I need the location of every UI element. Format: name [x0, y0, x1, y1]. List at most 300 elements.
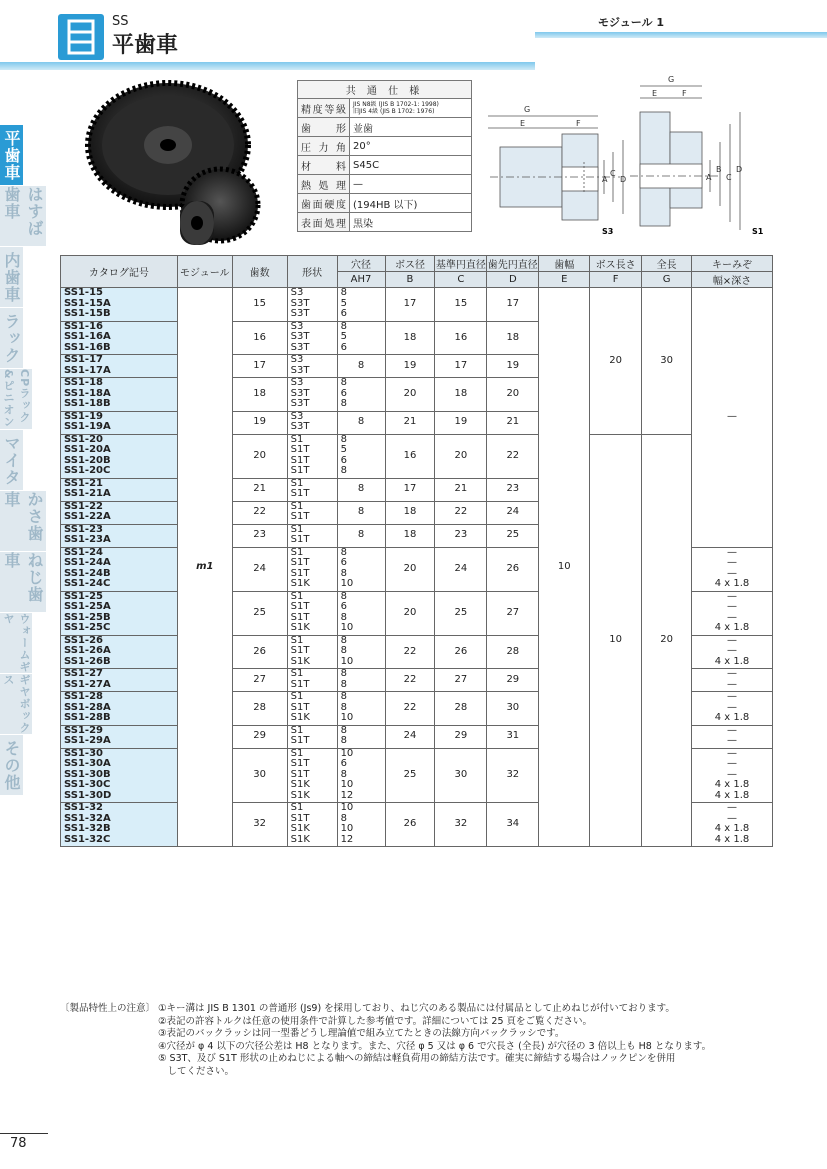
- pitch-diameter: 27: [435, 669, 487, 692]
- keyway-value: 4 x 1.8: [714, 712, 750, 723]
- catalog-cell: [61, 355, 178, 378]
- tab-category[interactable]: はすば歯車: [0, 186, 46, 247]
- catalog-code: SS1-28: [64, 691, 103, 702]
- shape-value: S1K: [290, 823, 310, 834]
- catalog-code: SS1-32: [64, 802, 103, 813]
- shape-value: S3: [290, 320, 304, 332]
- note-line: ③表記のバックラッシは同一型番どうし理論値で組み立てたときの法線方向バックラッシです。: [158, 1028, 565, 1039]
- tab-category[interactable]: CPラック&ピニオン: [0, 369, 32, 430]
- bore-value: 8: [340, 287, 347, 298]
- dim-label-d: D: [736, 165, 743, 174]
- bore-cell: [337, 725, 385, 748]
- boss-diameter: 18: [385, 321, 435, 355]
- col-face: 歯幅: [539, 256, 590, 272]
- spec-value: 20°: [350, 137, 472, 156]
- bore-value: 8: [340, 735, 347, 746]
- catalog-code: SS1-20: [64, 433, 103, 445]
- shape-cell: [287, 725, 337, 748]
- shape-value: S1T: [290, 601, 310, 612]
- catalog-code: SS1-32B: [64, 823, 111, 834]
- catalog-code: SS1-29: [64, 724, 103, 736]
- catalog-cell: [61, 725, 178, 748]
- keyway-cell: [692, 635, 773, 669]
- col-boss: ボス径: [385, 256, 435, 272]
- pitch-diameter: 29: [435, 725, 487, 748]
- note-line: ④穴径が φ 4 以下の穴径公差は H8 となります。また、穴径 φ 5 又は φ 6 で穴長さ (全長) が穴径の 3 倍以上も H8 となります。: [158, 1040, 712, 1052]
- bore-value: 10: [340, 823, 354, 834]
- catalog-code: SS1-26: [64, 634, 103, 646]
- keyway-value: —: [727, 590, 738, 602]
- catalog-code: SS1-15: [64, 287, 103, 298]
- catalog-cell: [61, 411, 178, 434]
- bore-cell: [337, 669, 385, 692]
- shape-value: S1: [290, 724, 304, 736]
- shape-cell: [287, 635, 337, 669]
- shape-cell: [287, 692, 337, 726]
- shape-value: S1T: [290, 454, 310, 466]
- shape-value: S3T: [290, 387, 310, 399]
- bore-value: 8: [340, 768, 347, 780]
- bore-value: 6: [340, 454, 347, 466]
- keyway-cell: [692, 692, 773, 726]
- pitch-diameter: 15: [435, 288, 487, 322]
- bore-cell: [337, 692, 385, 726]
- shape-value: S1K: [290, 655, 310, 667]
- teeth-value: 19: [232, 411, 287, 434]
- shape-value: S1T: [290, 611, 310, 623]
- teeth-value: 18: [232, 378, 287, 412]
- spec-value: 黒染: [350, 213, 472, 232]
- shape-value: S1: [290, 477, 304, 489]
- shape-value: S3: [290, 354, 304, 365]
- catalog-cell: [61, 547, 178, 591]
- boss-diameter: 20: [385, 378, 435, 412]
- bore-value: 8: [340, 668, 347, 679]
- shape-value: S1K: [290, 712, 310, 723]
- bore-cell: [337, 434, 385, 478]
- boss-diameter: 19: [385, 355, 435, 378]
- keyway-value: —: [727, 678, 738, 690]
- shape-cell: [287, 434, 337, 478]
- product-table: [60, 255, 773, 847]
- shape-value: S1T: [290, 557, 310, 568]
- catalog-cell: [61, 635, 178, 669]
- spec-label: 熱処理: [298, 175, 350, 194]
- bore-value: 8: [337, 411, 385, 434]
- outer-diameter: 21: [487, 411, 539, 434]
- catalog-code: SS1-29A: [64, 735, 111, 746]
- bore-value: 12: [340, 789, 354, 801]
- spec-label: 表面処理: [298, 213, 350, 232]
- pitch-diameter: 18: [435, 378, 487, 412]
- bore-value: 8: [340, 724, 347, 736]
- pitch-diameter: 17: [435, 355, 487, 378]
- pitch-diameter: 26: [435, 635, 487, 669]
- col-outer-sub: D: [487, 272, 539, 288]
- keyway-value: —: [727, 735, 738, 746]
- catalog-code: SS1-19: [64, 410, 103, 422]
- shape-value: S1: [290, 523, 304, 535]
- catalog-code: SS1-22: [64, 500, 103, 512]
- catalog-code: SS1-30A: [64, 758, 111, 769]
- catalog-code: SS1-22A: [64, 511, 111, 522]
- bore-value: 8: [340, 611, 347, 623]
- shape-cell: [287, 669, 337, 692]
- bore-value: 8: [340, 645, 347, 656]
- boss-diameter: 20: [385, 547, 435, 591]
- bore-value: 8: [340, 691, 347, 702]
- tab-category[interactable]: ねじ歯車: [0, 552, 46, 613]
- bore-value: 8: [340, 465, 347, 476]
- shape-value: S1T: [290, 488, 310, 499]
- keyway-value: 4 x 1.8: [714, 833, 750, 845]
- pitch-diameter: 24: [435, 547, 487, 591]
- boss-diameter: 25: [385, 748, 435, 803]
- tab-category[interactable]: かさ歯車: [0, 491, 46, 552]
- bore-value: 8: [337, 355, 385, 378]
- outer-diameter: 27: [487, 591, 539, 635]
- pitch-diameter: 25: [435, 591, 487, 635]
- shape-cell: [287, 803, 337, 847]
- catalog-code: SS1-16B: [64, 341, 111, 353]
- shape-cell: [287, 378, 337, 412]
- shape-cell: [287, 411, 337, 434]
- keyway-value: —: [727, 611, 738, 623]
- shape-cell: [287, 748, 337, 803]
- keyway-value: —: [727, 557, 738, 568]
- dim-label-f: F: [682, 89, 687, 98]
- teeth-value: 24: [232, 547, 287, 591]
- shape-value: S1T: [290, 758, 310, 769]
- col-catalog: カタログ記号: [61, 256, 178, 288]
- dim-label-c: C: [726, 173, 732, 182]
- shape-value: S1T: [290, 534, 310, 545]
- boss-diameter: 18: [385, 524, 435, 547]
- keyway-value: —: [727, 546, 738, 558]
- shape-cell: [287, 591, 337, 635]
- tab-category[interactable]: ラック: [0, 308, 23, 369]
- outer-diameter: 17: [487, 288, 539, 322]
- pitch-diameter: 21: [435, 478, 487, 501]
- catalog-cell: [61, 288, 178, 322]
- dim-label-a: A: [602, 175, 608, 184]
- shape-value: S1K: [290, 789, 310, 801]
- catalog-cell: [61, 378, 178, 412]
- shape-cell: [287, 321, 337, 355]
- catalog-code: SS1-20C: [64, 465, 111, 476]
- catalog-cell: [61, 321, 178, 355]
- shape-value: S3: [290, 377, 304, 388]
- col-pitch: 基準円直径: [435, 256, 487, 272]
- keyway-cell: [692, 748, 773, 803]
- shape-value: S3T: [290, 308, 310, 319]
- bore-cell: [337, 591, 385, 635]
- teeth-value: 32: [232, 803, 287, 847]
- spec-label: 材料: [298, 156, 350, 175]
- tab-category[interactable]: 内歯車: [0, 247, 23, 308]
- pitch-diameter: 28: [435, 692, 487, 726]
- bore-value: 8: [340, 320, 347, 332]
- catalog-code: SS1-26A: [64, 645, 111, 656]
- series-code: SS: [112, 14, 129, 29]
- note-line: ⑤ S3T、及び S1T 形状の止めねじによる軸への締結は軽負荷用の締結方法です。確実に締結する場合はノックピンを併用: [158, 1053, 676, 1064]
- shape-value: S1K: [290, 779, 310, 790]
- outer-diameter: 23: [487, 478, 539, 501]
- pitch-diameter: 30: [435, 748, 487, 803]
- outer-diameter: 28: [487, 635, 539, 669]
- boss-diameter: 22: [385, 635, 435, 669]
- outer-diameter: 34: [487, 803, 539, 847]
- outer-diameter: 26: [487, 547, 539, 591]
- page-title: 平歯車: [112, 33, 179, 58]
- keyway-value: —: [727, 747, 738, 759]
- catalog-code: SS1-24A: [64, 557, 111, 568]
- shape-value: S1T: [290, 735, 310, 746]
- shape-cell: [287, 524, 337, 547]
- keyway-value: —: [727, 691, 738, 702]
- bore-value: 8: [340, 433, 347, 445]
- teeth-value: 29: [232, 725, 287, 748]
- catalog-code: SS1-20A: [64, 444, 111, 455]
- catalog-code: SS1-16A: [64, 331, 111, 342]
- keyway-cell: [692, 669, 773, 692]
- spec-label: 圧力角: [298, 137, 350, 156]
- common-spec-table: [297, 80, 472, 232]
- bore-value: 10: [340, 779, 354, 790]
- boss-diameter: 22: [385, 692, 435, 726]
- shape-value: S1T: [290, 567, 310, 579]
- keyway-value: 4 x 1.8: [714, 823, 750, 834]
- pitch-diameter: 32: [435, 803, 487, 847]
- catalog-code: SS1-27: [64, 668, 103, 679]
- catalog-code: SS1-25: [64, 590, 103, 602]
- shape-value: S3T: [290, 297, 310, 309]
- shape-value: S1T: [290, 511, 310, 522]
- bore-value: 8: [340, 590, 347, 602]
- shape-label-s1: S1: [752, 227, 764, 236]
- product-notes: [60, 1003, 780, 1078]
- bore-value: 8: [337, 478, 385, 501]
- shape-value: S1T: [290, 701, 310, 713]
- bore-value: 8: [340, 546, 347, 558]
- boss-diameter: 22: [385, 669, 435, 692]
- outer-diameter: 18: [487, 321, 539, 355]
- tab-category[interactable]: マイタ: [0, 430, 23, 491]
- outer-diameter: 20: [487, 378, 539, 412]
- shape-value: S1: [290, 590, 304, 602]
- shape-cell: [287, 501, 337, 524]
- outer-diameter: 24: [487, 501, 539, 524]
- boss-diameter: 16: [385, 434, 435, 478]
- col-key-sub: 幅×深さ: [692, 272, 773, 288]
- shape-value: S1T: [290, 812, 310, 824]
- catalog-cell: [61, 591, 178, 635]
- shape-value: S1: [290, 747, 304, 759]
- spec-value: JIS N8級 (JIS B 1702-1: 1998): [353, 101, 439, 108]
- catalog-code: SS1-24B: [64, 567, 111, 579]
- catalog-code: SS1-19A: [64, 421, 111, 432]
- keyway-value: —: [692, 288, 773, 548]
- tab-category[interactable]: その他: [0, 735, 23, 796]
- outer-diameter: 31: [487, 725, 539, 748]
- pitch-diameter: 19: [435, 411, 487, 434]
- module-value: m1: [177, 288, 232, 847]
- bore-value: 12: [340, 833, 354, 845]
- teeth-value: 27: [232, 669, 287, 692]
- catalog-code: SS1-30C: [64, 779, 111, 790]
- shape-value: S1: [290, 668, 304, 679]
- dim-label-c: C: [610, 169, 616, 178]
- teeth-value: 30: [232, 748, 287, 803]
- dimension-diagram: [480, 72, 770, 242]
- outer-diameter: 30: [487, 692, 539, 726]
- shape-value: S3T: [290, 331, 310, 342]
- boss-diameter: 24: [385, 725, 435, 748]
- keyway-value: —: [727, 668, 738, 679]
- catalog-code: SS1-27A: [64, 678, 111, 690]
- teeth-value: 17: [232, 355, 287, 378]
- boss-diameter: 20: [385, 591, 435, 635]
- shape-value: S1T: [290, 768, 310, 780]
- dim-label-f: F: [576, 119, 581, 128]
- spec-label: 歯形: [298, 118, 350, 137]
- catalog-code: SS1-30B: [64, 768, 111, 780]
- catalog-cell: [61, 669, 178, 692]
- bore-value: 8: [340, 567, 347, 579]
- module-label: モジュール 1: [598, 16, 665, 29]
- notes-label: 〔製品特性上の注意〕: [60, 1003, 156, 1014]
- boss-diameter: 17: [385, 288, 435, 322]
- teeth-value: 26: [232, 635, 287, 669]
- keyway-value: —: [727, 567, 738, 579]
- col-shape: 形状: [287, 256, 337, 288]
- catalog-code: SS1-25C: [64, 622, 111, 633]
- bore-cell: [337, 635, 385, 669]
- bore-value: 8: [340, 377, 347, 388]
- dim-label-g: G: [668, 75, 675, 84]
- shape-value: S3T: [290, 364, 310, 376]
- bore-cell: [337, 378, 385, 412]
- bore-value: 10: [340, 747, 354, 759]
- bore-value: 8: [340, 398, 347, 409]
- bore-value: 8: [340, 701, 347, 713]
- boss-diameter: 26: [385, 803, 435, 847]
- teeth-value: 21: [232, 478, 287, 501]
- keyway-cell: [692, 803, 773, 847]
- keyway-value: —: [727, 724, 738, 736]
- bore-value: 8: [340, 812, 347, 824]
- dim-label-d: D: [620, 175, 627, 184]
- note-line: ②表記の許容トルクは任意の使用条件で計算した参考値です。詳細については 25 頁をご覧ください。: [158, 1015, 593, 1027]
- shape-value: S3T: [290, 421, 310, 432]
- dim-label-a: A: [706, 173, 712, 182]
- pitch-diameter: 23: [435, 524, 487, 547]
- bore-value: 8: [340, 634, 347, 646]
- col-face-sub: E: [539, 272, 590, 288]
- teeth-value: 22: [232, 501, 287, 524]
- outer-diameter: 19: [487, 355, 539, 378]
- boss-diameter: 21: [385, 411, 435, 434]
- shape-value: S1K: [290, 578, 310, 589]
- dim-label-e: E: [652, 89, 658, 98]
- col-bore: 穴径: [337, 256, 385, 272]
- shape-value: S3T: [290, 341, 310, 353]
- col-boss-sub: B: [385, 272, 435, 288]
- bore-value: 8: [340, 678, 347, 690]
- gear-photo: [70, 75, 285, 255]
- shape-value: S1T: [290, 645, 310, 656]
- keyway-value: 4 x 1.8: [714, 578, 750, 589]
- bore-value: 8: [337, 501, 385, 524]
- shape-value: S1: [290, 634, 304, 646]
- outer-diameter: 25: [487, 524, 539, 547]
- keyway-value: 4 x 1.8: [714, 655, 750, 667]
- catalog-code: SS1-18A: [64, 387, 111, 399]
- pitch-diameter: 20: [435, 434, 487, 478]
- teeth-value: 15: [232, 288, 287, 322]
- shape-cell: [287, 478, 337, 501]
- keyway-value: —: [727, 812, 738, 824]
- shape-value: S1K: [290, 622, 310, 633]
- catalog-cell: [61, 524, 178, 547]
- keyway-value: 4 x 1.8: [714, 779, 750, 790]
- catalog-code: SS1-15B: [64, 308, 111, 319]
- bore-value: 6: [340, 601, 347, 612]
- bore-value: 5: [340, 297, 347, 309]
- dim-label-g: G: [524, 105, 531, 114]
- boss-length: 20: [590, 288, 642, 435]
- spec-value: 旧JIS 4級 (JIS B 1702: 1976): [353, 108, 435, 115]
- col-pitch-sub: C: [435, 272, 487, 288]
- keyway-value: 4 x 1.8: [714, 789, 750, 801]
- col-key: キーみぞ: [692, 256, 773, 272]
- catalog-code: SS1-32A: [64, 812, 111, 824]
- catalog-cell: [61, 434, 178, 478]
- tab-category[interactable]: 平歯車: [0, 125, 23, 186]
- keyway-cell: [692, 547, 773, 591]
- bore-cell: [337, 321, 385, 355]
- catalog-code: SS1-17A: [64, 364, 111, 376]
- note-line: してください。: [158, 1065, 235, 1077]
- bore-value: 6: [340, 308, 347, 319]
- teeth-value: 20: [232, 434, 287, 478]
- total-length: 20: [642, 434, 692, 847]
- tab-category[interactable]: ウォームギヤ: [2, 613, 31, 673]
- col-total-sub: G: [642, 272, 692, 288]
- pitch-diameter: 16: [435, 321, 487, 355]
- catalog-cell: [61, 501, 178, 524]
- page-number-rule: [0, 1133, 48, 1134]
- dim-label-b: B: [716, 165, 722, 174]
- catalog-cell: [61, 803, 178, 847]
- catalog-cell: [61, 692, 178, 726]
- face-width: 10: [539, 288, 590, 847]
- keyway-value: —: [727, 645, 738, 656]
- boss-diameter: 17: [385, 478, 435, 501]
- spec-value: 並歯: [350, 118, 472, 137]
- spec-value: (194HB 以下): [350, 194, 472, 213]
- catalog-code: SS1-18: [64, 377, 103, 388]
- catalog-code: SS1-15A: [64, 297, 111, 309]
- col-boss-length-sub: F: [590, 272, 642, 288]
- bore-cell: [337, 748, 385, 803]
- catalog-code: SS1-17: [64, 354, 103, 365]
- shape-value: S1: [290, 433, 304, 445]
- bore-value: 10: [340, 578, 354, 589]
- bore-value: 10: [340, 655, 354, 667]
- tab-category[interactable]: ギヤボックス: [2, 674, 31, 734]
- keyway-cell: [692, 591, 773, 635]
